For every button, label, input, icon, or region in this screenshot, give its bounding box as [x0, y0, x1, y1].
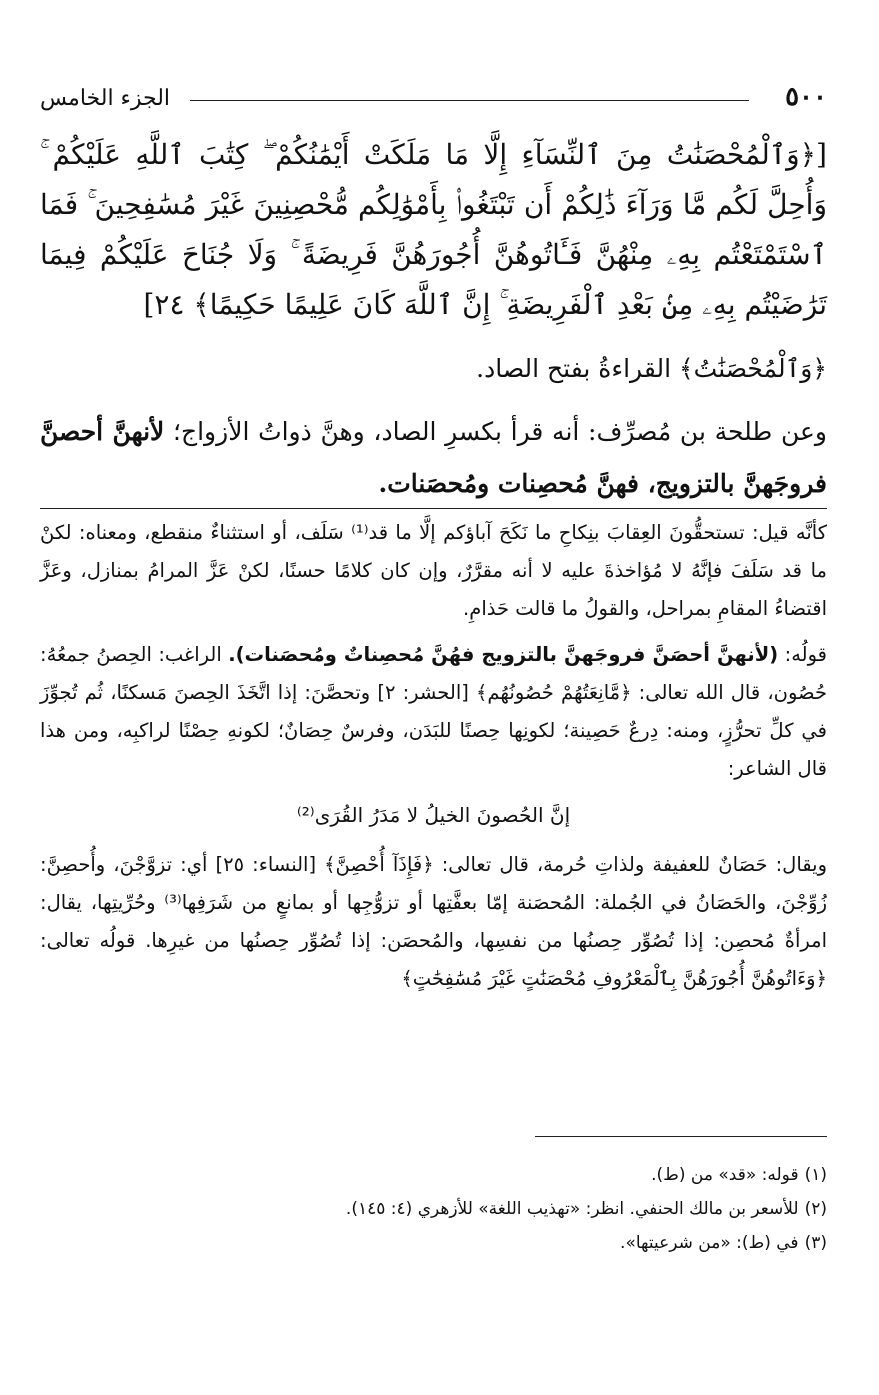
reading-text: القراءةُ بفتح الصاد.: [476, 354, 672, 383]
commentary: [40, 514, 827, 1006]
page-number: ٥٠٠: [785, 82, 827, 112]
reading-bold-text: لأنهنَّ أحصنَّ فروجَهنَّ بالتزويج، فهنَّ مُحصِنات ومُحصَنات.: [40, 417, 827, 498]
poem-line: إنَّ الحُصونَ الخيلُ لا مَدَرُ القُرَى⁽²⁾: [296, 803, 571, 827]
quran-verse: [﴿وَٱلْمُحْصَنَٰتُ مِنَ ٱلنِّسَآءِ إِلَّا مَا مَلَكَتْ أَيْمَٰنُكُمْ ۖ كِتَٰبَ ٱللَّهِ عَلَيْكُمْ ۚ وَأُحِلَّ لَكُم مَّا وَرَآءَ ذَٰلِكُمْ أَن تَبْتَغُوا۟ بِأَمْوَٰلِكُم مُّحْصِنِينَ غَيْرَ مُسَٰفِحِينَ ۚ فَمَا ٱسْتَمْتَعْتُم بِهِۦ مِنْهُنَّ فَـَٔاتُوهُنَّ أُجُورَهُنَّ فَرِيضَةً ۚ وَلَا جُنَاحَ عَلَيْكُمْ فِيمَا تَرَٰضَيْتُم بِهِۦ مِنۢ بَعْدِ ٱلْفَرِيضَةِ ۚ إِنَّ ٱللَّهَ كَانَ عَلِيمًا حَكِيمًا﴾ ٢٤]: [40, 138, 827, 321]
commentary-text: الراغب: الحِصنُ جمعُهُ: حُصُون، قال الله تعالى: ﴿مَّانِعَتُهُمْ حُصُونُهُم﴾ [الحشر: ٢] وتحصَّنَ: إذا اتَّخَذَ الحِصنَ مَسكنًا، ثُم تُجوِّزَ في كلِّ تحرُّزٍ، ومنه: دِرعٌ حَصِينة؛ لكونِها حِصنًا للبَدَن، وفرسٌ حِصَانٌ؛ لكونهِ حِصْنًا لراكبِه، ومن هذا قال الشاعر:: [40, 643, 827, 780]
footnote-text: قوله: «قد» من (ط).: [651, 1165, 799, 1185]
footnote-rule: [535, 1136, 827, 1137]
reading-text: وعن طلحة بن مُصرِّف: أنه قرأ بكسرِ الصاد، وهنَّ ذواتُ الأزواج؛: [173, 417, 828, 446]
footnote: [40, 1192, 827, 1226]
commentary-bold-quote: (لأنهنَّ أحصَنَّ فروجَهنَّ بالتزويج فهُنَّ مُحصِناتٌ ومُحصَنات).: [228, 643, 779, 666]
commentary-paragraph: كأنَّه قيل: تستحقُّونَ العِقابَ بنِكاحِ ما نَكَحَ آباؤكم إلَّا ما قد⁽¹⁾ سَلَف، أو استثناءٌ منقطع، ومعناه: لكنْ ما قد سَلَفَ فإنَّهُ لا مُؤاخذةَ عليه لا أنه مقرَّرٌ، وإن كان كلامًا حسنًا، لكنْ عَزَّ المرامُ بمنازل، وعَزَّ اقتضاءُ المقامِ بمراحل، والقولُ ما قالت حَذامِ.: [40, 521, 827, 620]
footnote: [40, 1158, 827, 1192]
footnote: [40, 1226, 827, 1260]
header-rule: [190, 100, 749, 101]
book-page: [40, 0, 827, 1395]
reading-note-kasra: [40, 406, 827, 510]
footnote-marker: (٣): [804, 1233, 827, 1253]
commentary-paragraph: [40, 636, 827, 788]
reading-quote: ﴿وَٱلْمُحْصَنَٰتُ﴾: [679, 354, 827, 383]
footnote-text: في (ط): «من شرعيتها».: [620, 1233, 799, 1253]
commentary-lead: قولُه:: [784, 643, 827, 666]
footnote-marker: (٢): [804, 1199, 827, 1219]
section-divider: [40, 508, 827, 509]
footnote-marker: (١): [804, 1165, 827, 1185]
commentary-paragraph: ويقال: حَصَانٌ للعفيفة ولذاتِ حُرمة، قال تعالى: ﴿فَإِذَآ أُحْصِنَّ﴾ [النساء: ٢٥] أي: تزوَّجْنَ، وأُحصِنَّ: زُوِّجْنَ، والحَصَانُ في الجُملة: المُحصَنة إمّا بعفَّتِها أو تزوُّجِها أو بمانعٍ من شَرَفِها⁽³⁾ وحُرِّيتِها، يقال: امرأةٌ مُحصِن: إذا تُصُوِّر حِصنُها من نفسِها، والمُحصَن: إذا تُصُوِّر حِصنُها من غيرِها. قولُه تعالى: ﴿وَءَاتُوهُنَّ أُجُورَهُنَّ بِٱلْمَعْرُوفِ مُحْصَنَٰتٍ غَيْرَ مُسَٰفِحَٰتٍ﴾: [40, 853, 827, 990]
reading-note-fatha: [40, 346, 827, 392]
part-title: الجزء الخامس: [40, 86, 171, 111]
footnote-text: للأسعر بن مالك الحنفي. انظر: «تهذيب اللغة» للأزهري (٤: ١٤٥).: [345, 1199, 799, 1219]
page-header: [40, 82, 827, 118]
footnotes: [40, 1158, 827, 1260]
